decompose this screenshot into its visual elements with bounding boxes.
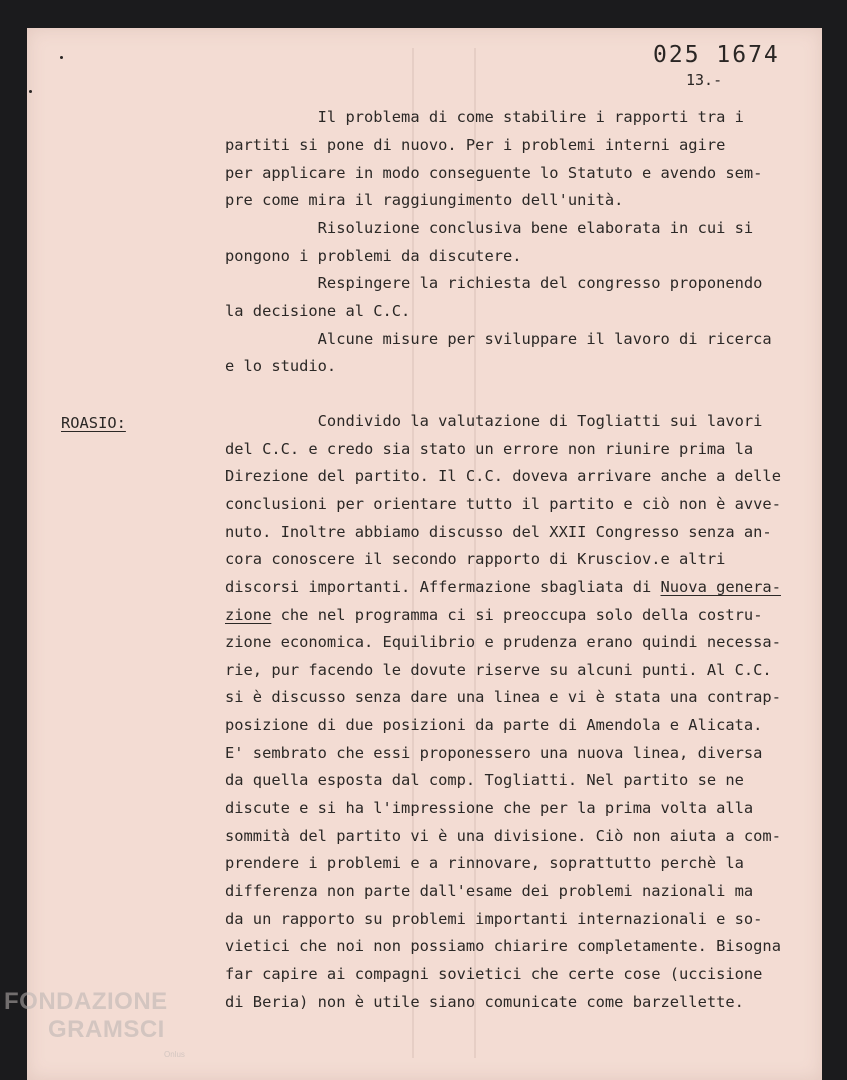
text-line: nuto. Inoltre abbiamo discusso del XXII Congresso senza an- xyxy=(225,523,772,541)
text-line: Condivido la valutazione di Togliatti sui lavori xyxy=(225,412,763,430)
text-segment: discorsi importanti. Affermazione sbagliata di xyxy=(225,578,661,596)
text-line: posizione di due posizioni da parte di Amendola e Alicata. xyxy=(225,716,763,734)
text-line: e lo studio. xyxy=(225,357,337,375)
text-segment: che nel programma ci si preoccupa solo della costru- xyxy=(280,606,763,624)
text-line: si è discusso senza dare una linea e vi è stata una contrap- xyxy=(225,688,781,706)
text-line: di Beria) non è utile siano comunicate come barzellette. xyxy=(225,993,744,1011)
watermark-line: Onlus xyxy=(164,1050,185,1059)
text-line: la decisione al C.C. xyxy=(225,302,411,320)
underlined-term: Nuova genera- xyxy=(660,578,781,596)
text-line: pre come mira il raggiungimento dell'unità. xyxy=(225,191,624,209)
archive-number: 025 1674 xyxy=(653,42,780,68)
text-line: cora conoscere il secondo rapporto di Krusciov.e altri xyxy=(225,550,726,568)
document-page xyxy=(27,28,822,1080)
text-line: del C.C. e credo sia stato un errore non riunire prima la xyxy=(225,440,754,458)
ink-dot xyxy=(60,56,63,59)
underlined-term: zione xyxy=(225,606,272,624)
text-line: sommità del partito vi è una divisione. Ciò non aiuta a com- xyxy=(225,827,781,845)
text-line: da quella esposta dal comp. Togliatti. Nel partito se ne xyxy=(225,771,744,789)
text-line: da un rapporto su problemi importanti internazionali e so- xyxy=(225,910,763,928)
text-line: E' sembrato che essi proponessero una nuova linea, diversa xyxy=(225,744,763,762)
text-line: vietici che noi non possiamo chiarire completamente. Bisogna xyxy=(225,937,781,955)
text-line: Respingere la richiesta del congresso proponendo xyxy=(225,274,763,292)
text-line: prendere i problemi e a rinnovare, soprattutto perchè la xyxy=(225,854,744,872)
text-line: Il problema di come stabilire i rapporti tra i xyxy=(225,108,744,126)
text-line: rie, pur facendo le dovute riserve su alcuni punti. Al C.C. xyxy=(225,661,772,679)
ink-dot xyxy=(29,90,32,93)
text-line: discute e si ha l'impressione che per la prima volta alla xyxy=(225,799,754,817)
watermark-line: GRAMSCI xyxy=(48,1016,165,1043)
text-line: differenza non parte dall'esame dei problemi nazionali ma xyxy=(225,882,754,900)
text-line xyxy=(225,580,781,595)
text-line: zione economica. Equilibrio e prudenza erano quindi necessa- xyxy=(225,633,781,651)
text-line: Risoluzione conclusiva bene elaborata in cui si xyxy=(225,219,754,237)
text-line: Direzione del partito. Il C.C. doveva arrivare anche a delle xyxy=(225,467,781,485)
text-line: per applicare in modo conseguente lo Statuto e avendo sem- xyxy=(225,164,763,182)
text-line: partiti si pone di nuovo. Per i problemi interni agire xyxy=(225,136,726,154)
text-line xyxy=(225,608,762,623)
text-line: far capire ai compagni sovietici che certe cose (uccisione xyxy=(225,965,763,983)
speaker-label: ROASIO: xyxy=(61,414,126,432)
page-number: 13.- xyxy=(686,71,723,89)
text-line: Alcune misure per sviluppare il lavoro di ricerca xyxy=(225,330,772,348)
text-line: conclusioni per orientare tutto il partito e ciò non è avve- xyxy=(225,495,781,513)
text-line: pongono i problemi da discutere. xyxy=(225,247,522,265)
watermark-line: FONDAZIONE xyxy=(4,988,168,1015)
